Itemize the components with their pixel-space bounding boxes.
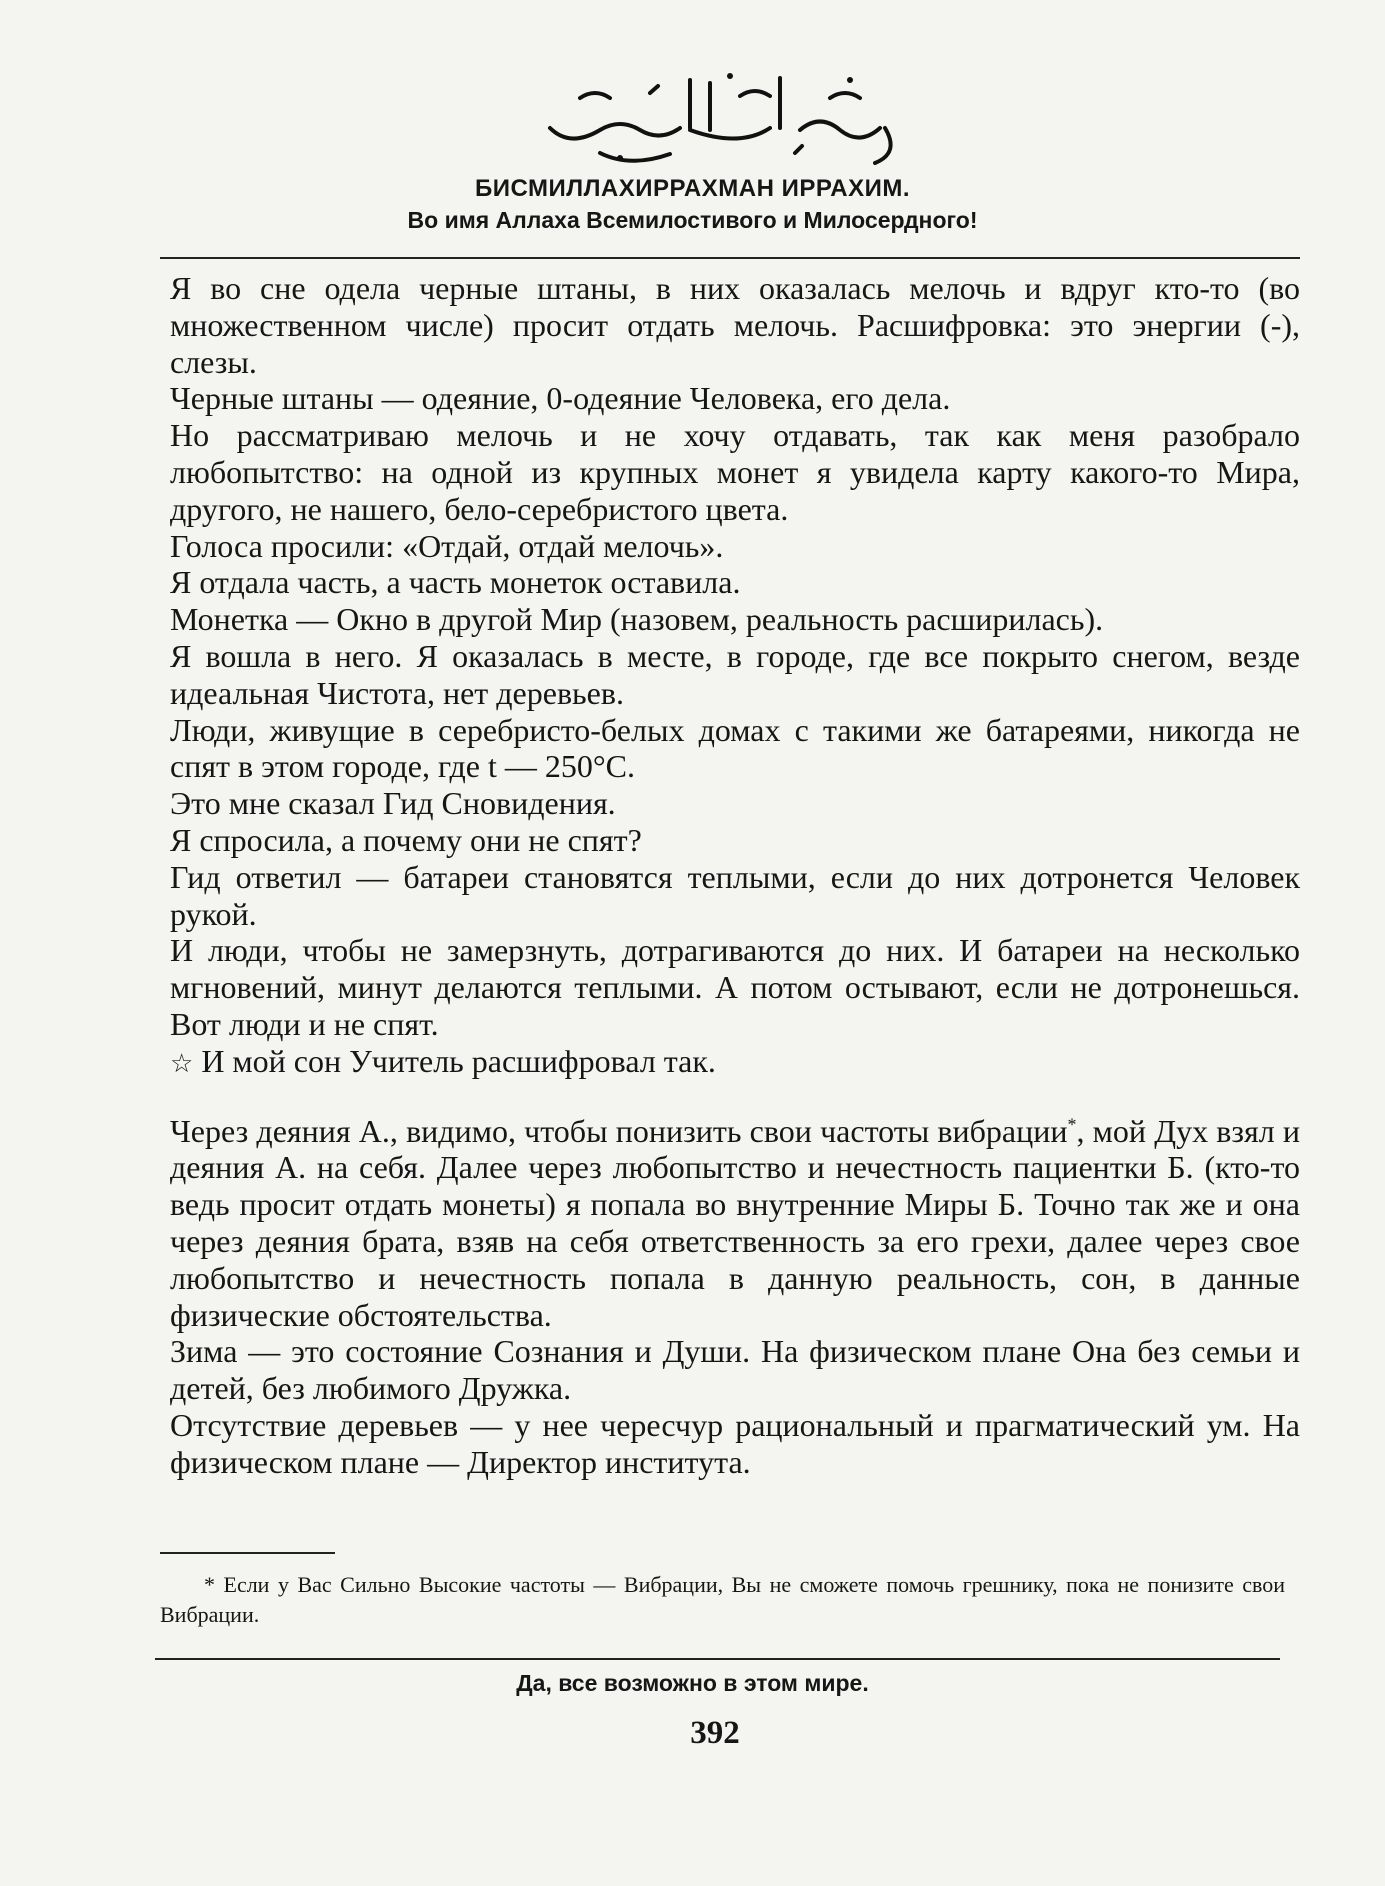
paragraph-text: , мой Дух взял и деяния А. на себя. Далее через любопытство и нечестность пациентки Б. (кто-то ведь просит отдать монеты) я попала во внутренние Миры Б. Точно так же и она через деяния брата, взяв на себя ответственность за его грехи, далее через свое любопытство и нечестность попала в данную реальность, сон, в данные физические обстоятельства. bbox=[170, 1112, 1301, 1333]
paragraph: Но рассматриваю мелочь и не хочу отдавать, так как меня разобрало любопытство: на одной из крупных монет я увидела карту какого-то Мира, другого, не нашего, бело-серебристого цвета. bbox=[170, 417, 1300, 527]
page-number: 392 bbox=[690, 1715, 740, 1751]
paragraph bbox=[170, 1113, 1300, 1334]
paragraph-text: Через деяния А., видимо, чтобы понизить свои частоты вибрации bbox=[170, 1112, 1068, 1149]
paragraph: Я во сне одела черные штаны, в них оказалась мелочь и вдруг кто-то (во множественном числе) просит отдать мелочь. Расшифровка: это энергии (-), слезы. bbox=[170, 270, 1300, 380]
footnote-text: * Если у Вас Сильно Высокие частоты — Вибрации, Вы не сможете помочь грешнику, пока не понизите свои Вибрации. bbox=[160, 1572, 1285, 1627]
paragraph bbox=[170, 1043, 1300, 1083]
paragraph-text: И мой сон Учитель расшифровал так. bbox=[201, 1042, 716, 1079]
paragraph: Я отдала часть, а часть монеток оставила. bbox=[170, 564, 741, 601]
header-subtitle: Во имя Аллаха Всемилостивого и Милосердного! bbox=[407, 207, 978, 233]
paragraph: Люди, живущие в серебристо-белых домах с такими же батареями, никогда не спят в этом городе, где t — 250°С. bbox=[170, 711, 1300, 785]
paragraph: Черные штаны — одеяние, 0-одеяние Человека, его дела. bbox=[170, 380, 951, 417]
footnote-marker: * bbox=[1067, 1113, 1077, 1134]
paragraph: Голоса просили: «Отдай, отдай мелочь». bbox=[170, 527, 724, 564]
bismillah-calligraphy bbox=[540, 58, 920, 178]
main-text bbox=[170, 270, 1300, 1481]
header-divider bbox=[160, 257, 1300, 259]
header-title: БИСМИЛЛАХИРРАХМАН ИРРАХИМ. bbox=[474, 175, 910, 202]
paragraph: Монетка — Окно в другой Мир (назовем, реальность расширилась). bbox=[170, 601, 1104, 638]
paragraph: Я вошла в него. Я оказалась в месте, в городе, где все покрыто снегом, везде идеальная Чистота, нет деревьев. bbox=[170, 637, 1300, 711]
footnote-divider bbox=[160, 1552, 335, 1554]
paragraph: Гид ответил — батареи становятся теплыми, если до них дотронется Человек рукой. bbox=[170, 858, 1300, 932]
footer-tagline: Да, все возможно в этом мире. bbox=[516, 1670, 869, 1696]
calligraphy-image bbox=[540, 58, 920, 178]
star-icon: ☆ bbox=[170, 1048, 194, 1079]
spacer bbox=[170, 1083, 1300, 1113]
paragraph: И люди, чтобы не замерзнуть, дотрагиваются до них. И батареи на несколько мгновений, минут делаются теплыми. А потом остывают, если не дотронешься. Вот люди и не спят. bbox=[170, 932, 1300, 1042]
paragraph: Это мне сказал Гид Сновидения. bbox=[170, 785, 616, 822]
paragraph: Зима — это состояние Сознания и Души. На физическом плане Она без семьи и детей, без любимого Дружка. bbox=[170, 1333, 1300, 1407]
footer-divider bbox=[155, 1658, 1280, 1660]
footnote bbox=[160, 1570, 1285, 1630]
paragraph: Отсутствие деревьев — у нее чересчур рациональный и прагматический ум. На физическом плане — Директор института. bbox=[170, 1406, 1300, 1480]
paragraph: Я спросила, а почему они не спят? bbox=[170, 821, 642, 858]
